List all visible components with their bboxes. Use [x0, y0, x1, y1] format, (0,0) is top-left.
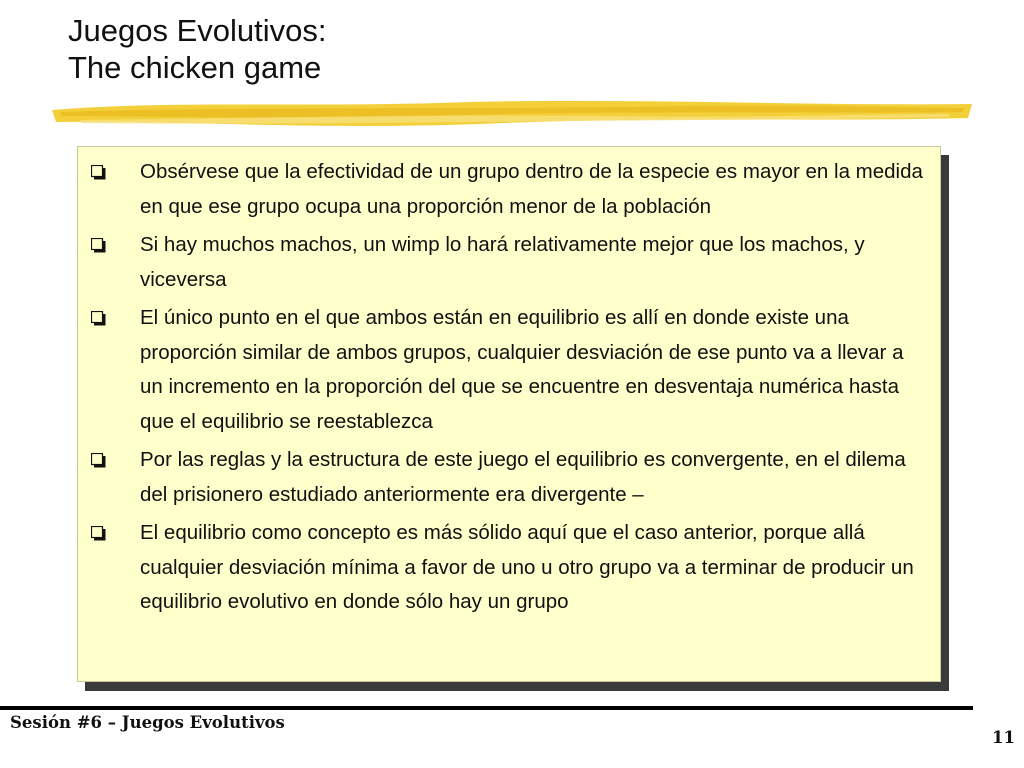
slide-title: [68, 12, 326, 86]
checkbox-square-icon: [91, 311, 106, 326]
slide-title-line-1: Juegos Evolutivos:: [68, 13, 327, 48]
list-item: [78, 301, 940, 439]
list-item: [78, 516, 940, 620]
bullet-text: El único punto en el que ambos están en equilibrio es allí en donde existe una proporción similar de ambos grupos, cualquier desviación de ese punto va a llevar a un incremento en la proporción del que se encuentre en desventaja numérica hasta que el equilibrio se reestablezca: [140, 306, 904, 433]
page-number: 11: [992, 728, 1015, 747]
list-item: [78, 443, 940, 512]
list-item: [78, 228, 940, 297]
checkbox-square-icon: [91, 526, 106, 541]
footer-rule: [0, 706, 973, 710]
checkbox-square-icon: [91, 165, 106, 180]
bullet-text: El equilibrio como concepto es más sólido aquí que el caso anterior, porque allá cualquier desviación mínima a favor de uno u otro grupo va a terminar de producir un equilibrio evolutivo en donde sólo hay un grupo: [140, 521, 914, 613]
title-brush-underline: [50, 96, 975, 132]
bullet-text: Si hay muchos machos, un wimp lo hará relativamente mejor que los machos, y viceversa: [140, 233, 865, 291]
list-item: [78, 155, 940, 224]
bullet-text: Por las reglas y la estructura de este juego el equilibrio es convergente, en el dilema del prisionero estudiado anteriormente era divergente –: [140, 448, 906, 506]
slide-title-line-2: The chicken game: [68, 50, 322, 85]
checkbox-square-icon: [91, 453, 106, 468]
bullet-text: Obsérvese que la efectividad de un grupo dentro de la especie es mayor en la medida en que ese grupo ocupa una proporción menor de la población: [140, 160, 923, 218]
checkbox-square-icon: [91, 238, 106, 253]
content-box: [77, 146, 941, 682]
bullet-list: [78, 155, 940, 624]
footer-session-label: Sesión #6 – Juegos Evolutivos: [10, 713, 285, 732]
